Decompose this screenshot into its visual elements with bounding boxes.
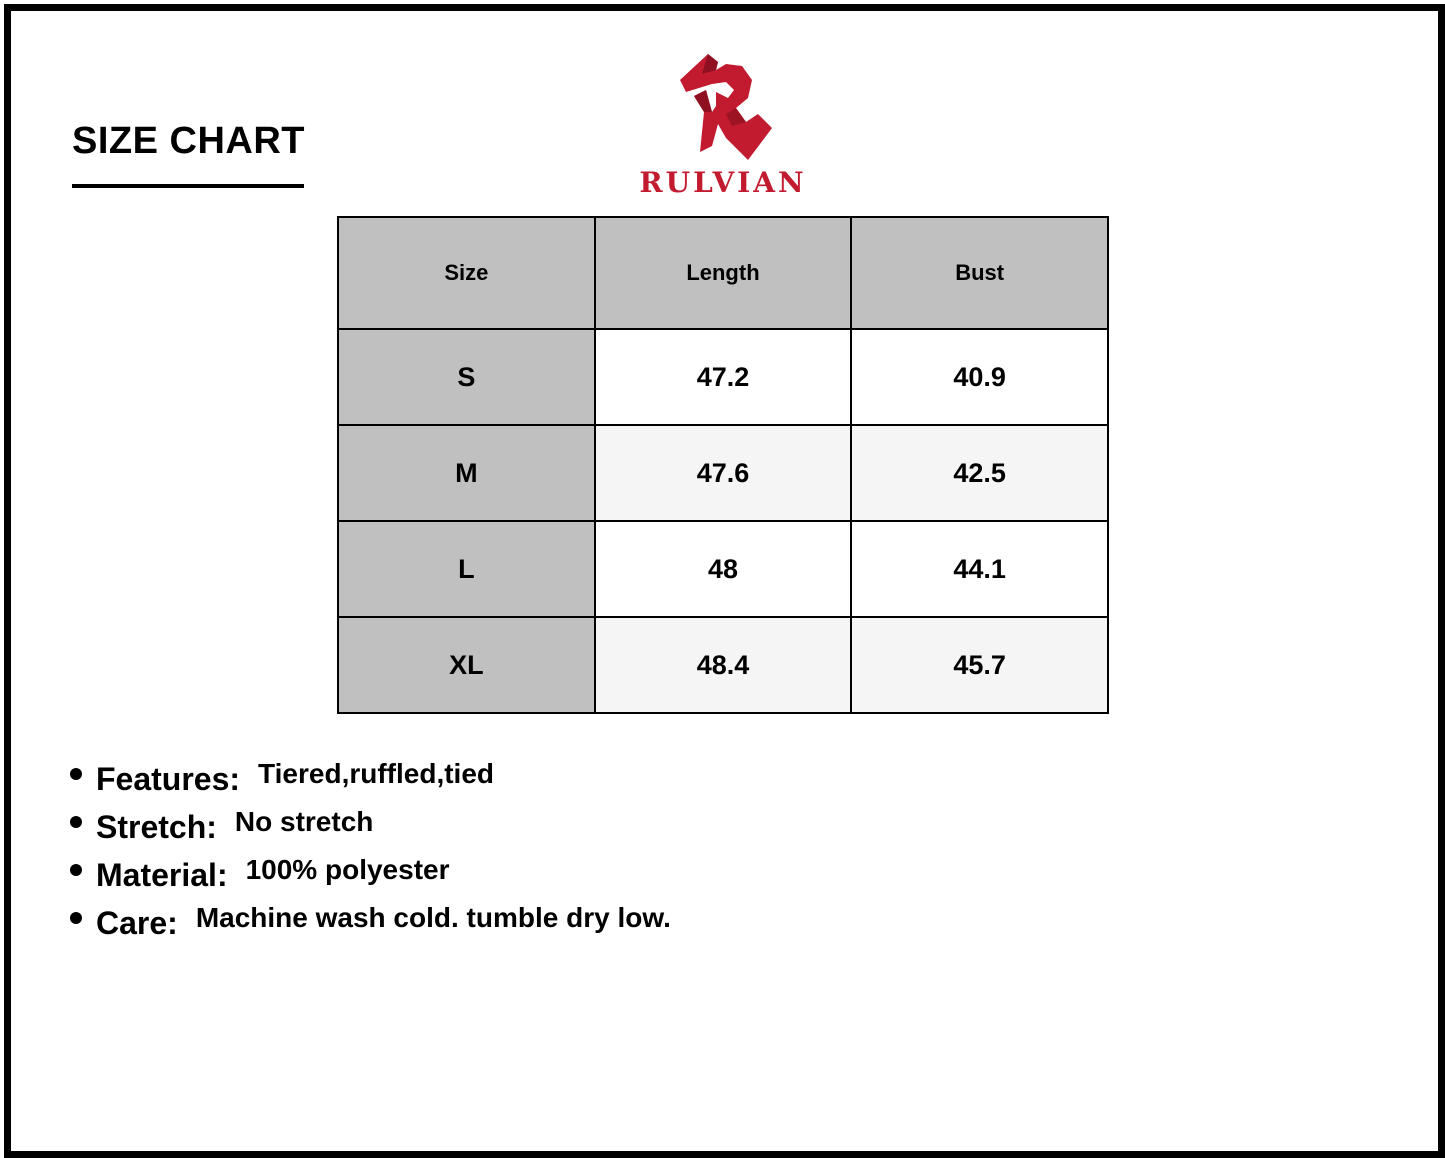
column-header-length: Length	[595, 217, 852, 329]
spec-value: Machine wash cold. tumble dry low.	[195, 902, 671, 933]
spec-value: 100% polyester	[245, 854, 450, 885]
size-cell: M	[338, 425, 595, 521]
column-header-size: Size	[338, 217, 595, 329]
bust-cell: 42.5	[851, 425, 1108, 521]
bullet-icon	[70, 864, 82, 876]
page-title: SIZE CHART	[72, 120, 305, 162]
spec-value: Tiered,ruffled,tied	[258, 758, 495, 789]
bust-cell: 44.1	[851, 521, 1108, 617]
spec-item-material	[70, 848, 671, 896]
r-monogram-icon	[672, 52, 776, 164]
size-chart-table	[337, 216, 1109, 714]
table-row	[338, 521, 1108, 617]
bust-cell: 45.7	[851, 617, 1108, 713]
size-cell: L	[338, 521, 595, 617]
column-header-bust: Bust	[851, 217, 1108, 329]
spec-value: No stretch	[234, 806, 374, 837]
spec-item-features	[70, 752, 671, 800]
size-cell: XL	[338, 617, 595, 713]
spec-label: Features:	[96, 760, 241, 797]
length-cell: 47.2	[595, 329, 852, 425]
title-underline	[72, 184, 304, 188]
size-cell: S	[338, 329, 595, 425]
product-specs-list	[70, 752, 671, 944]
length-cell: 48	[595, 521, 852, 617]
bust-cell: 40.9	[851, 329, 1108, 425]
spec-label: Material:	[96, 856, 228, 893]
table-row	[338, 329, 1108, 425]
table-header-row	[338, 217, 1108, 329]
length-cell: 47.6	[595, 425, 852, 521]
table-row	[338, 617, 1108, 713]
spec-label: Care:	[96, 904, 178, 941]
length-cell: 48.4	[595, 617, 852, 713]
spec-item-care	[70, 896, 671, 944]
spec-label: Stretch:	[96, 808, 217, 845]
bullet-icon	[70, 768, 82, 780]
table-row	[338, 425, 1108, 521]
brand-name: RULVIAN	[639, 166, 807, 199]
bullet-icon	[70, 816, 82, 828]
bullet-icon	[70, 912, 82, 924]
spec-item-stretch	[70, 800, 671, 848]
